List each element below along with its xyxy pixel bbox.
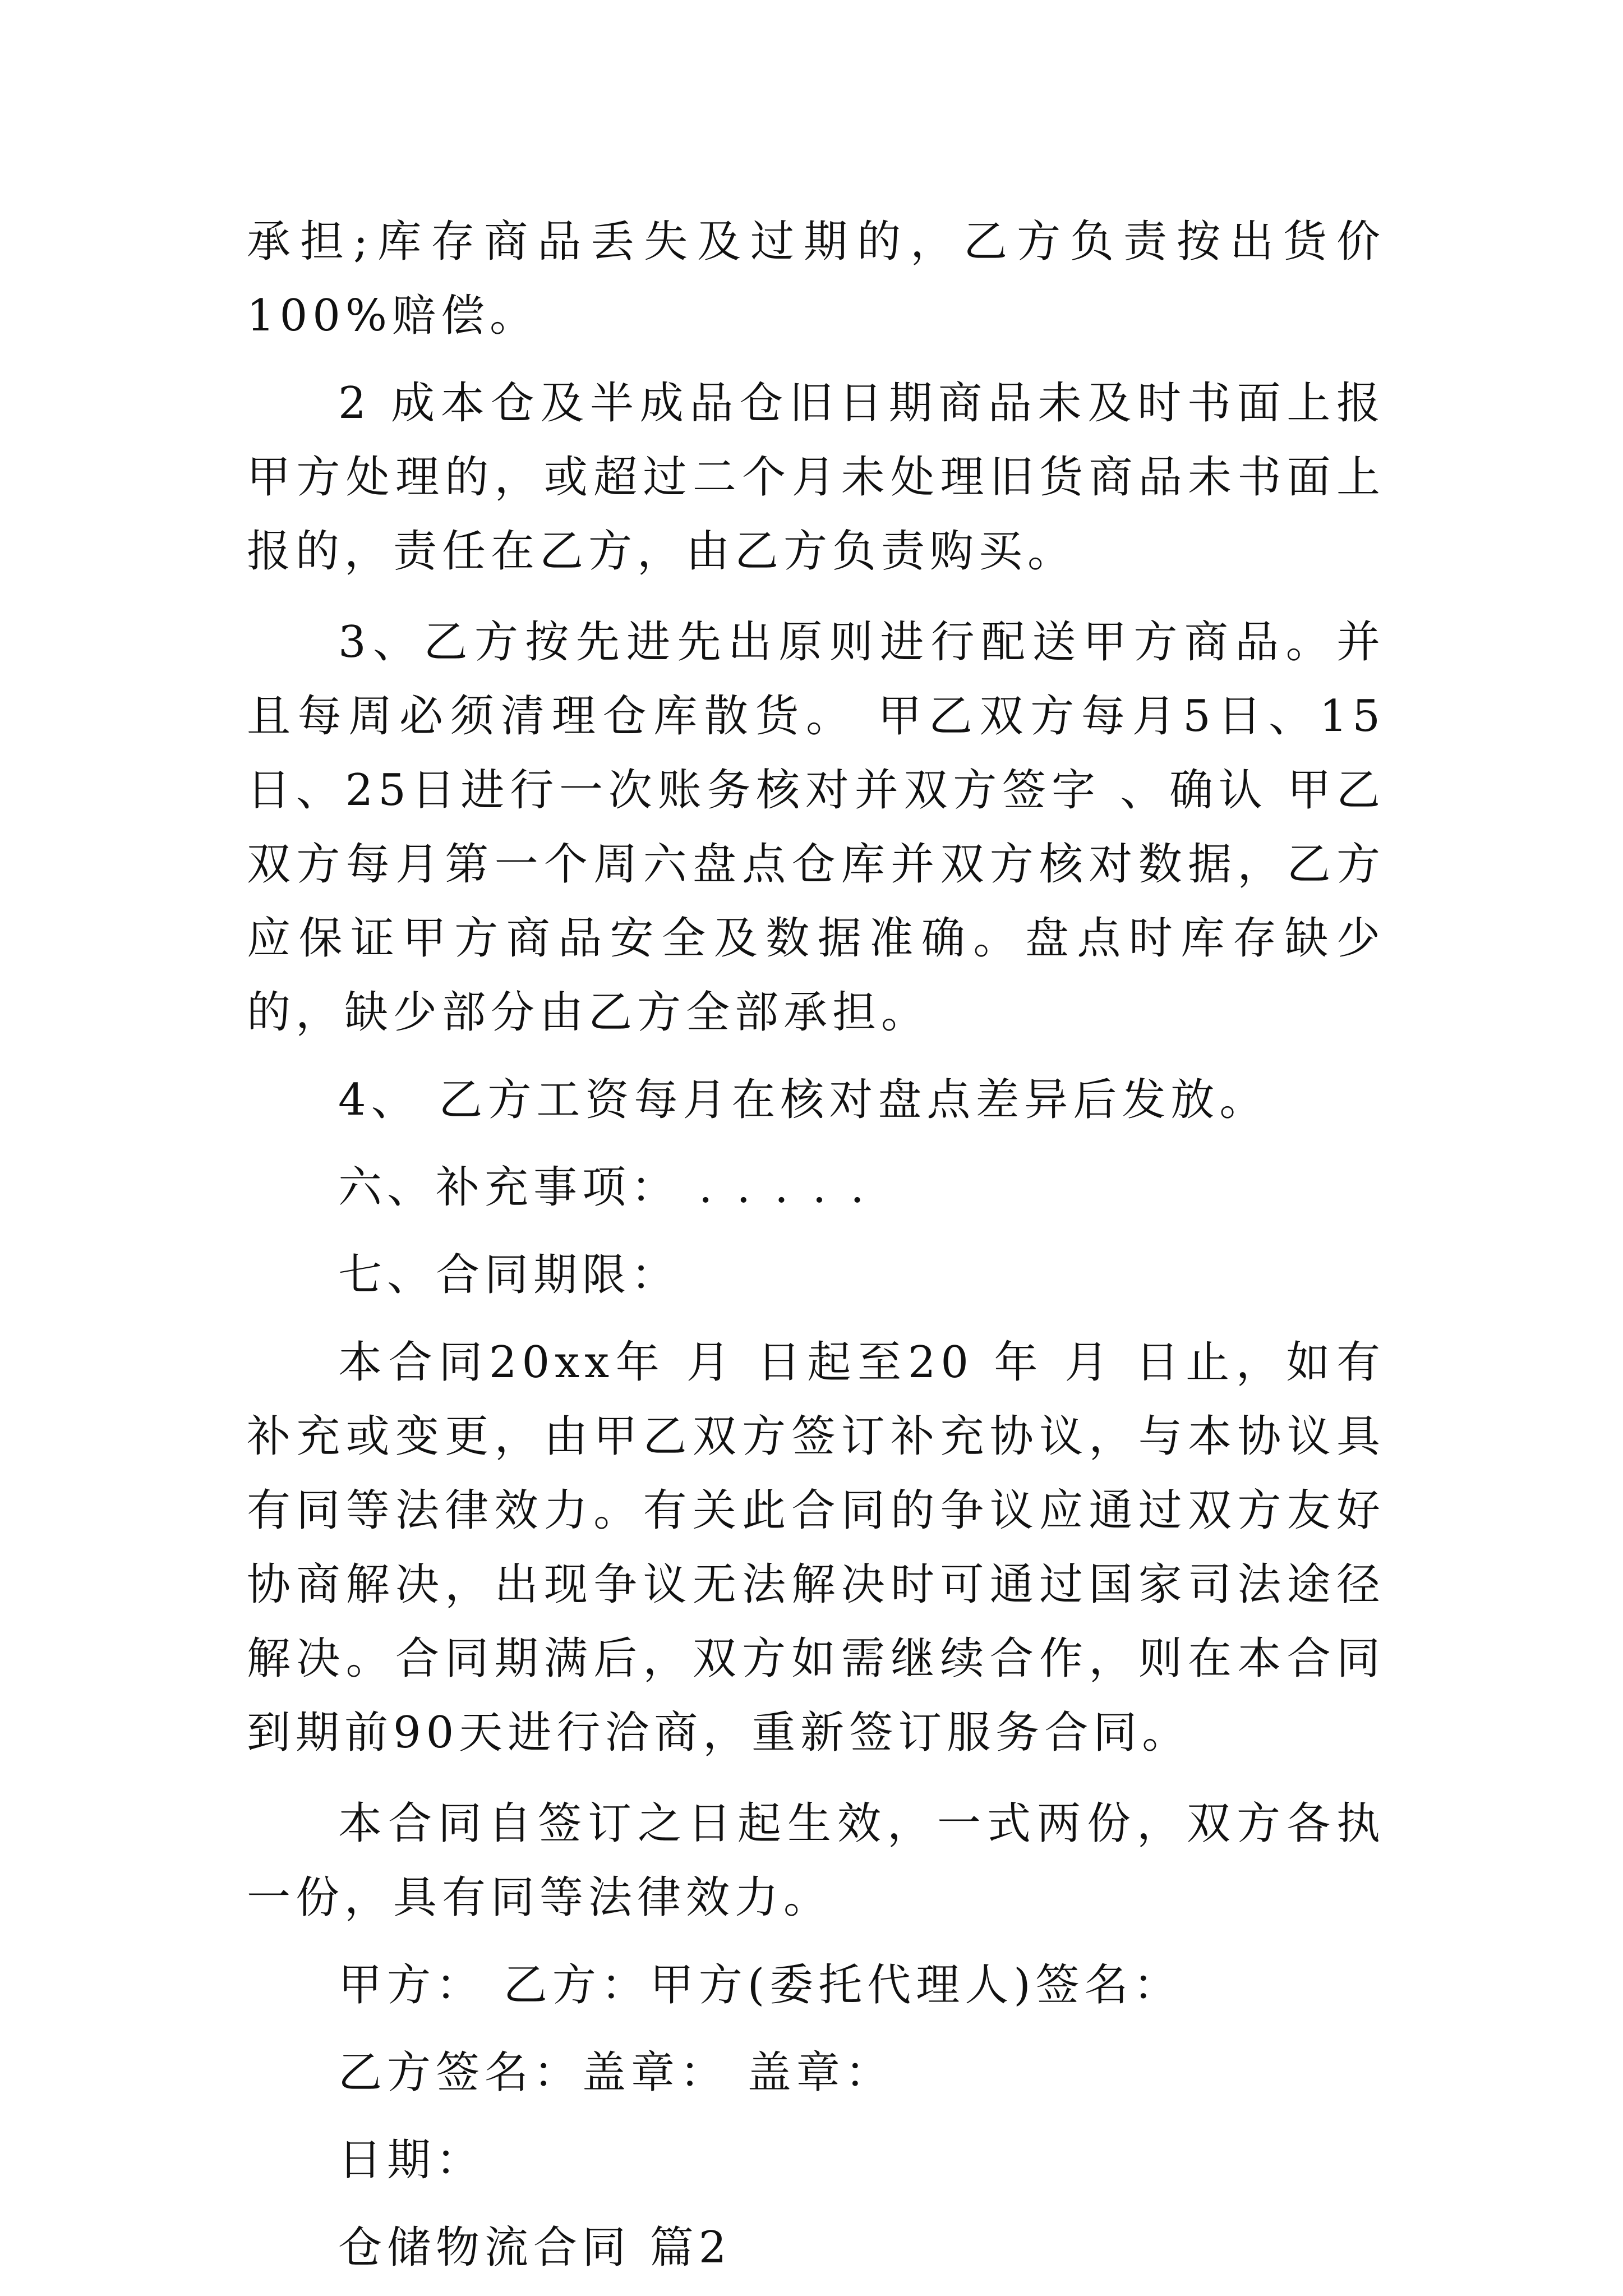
paragraph-9: 甲方： 乙方：甲方(委托代理人)签名： [338, 1960, 1182, 2010]
paragraph-8: 本合同自签订之日起生效，一式两份，双方各执一份，具有同等法律效力。 [247, 1798, 1385, 1923]
paragraph-4: 4、 乙方工资每月在核对盘点差异后发放。 [338, 1075, 1269, 1125]
paragraph-6: 七、合同期限： [338, 1250, 680, 1300]
document-body [247, 205, 1385, 2285]
paragraph-12: 仓储物流合同 篇2 [338, 2223, 732, 2273]
paragraph-7: 本合同20xx年 月 日起至20 年 月 日止，如有补充或变更，由甲乙双方签订补充协议，与本协议具有同等法律效力。有关此合同的争议应通过双方友好协商解决，出现争议无法解决时可通过国家司法途径解决。合同期满后，双方如需继续合作，则在本合同到期前90天进行洽商，重新签订服务合同。 [247, 1337, 1385, 1758]
paragraph-2: 2 成本仓及半成品仓旧日期商品未及时书面上报甲方处理的，或超过二个月未处理旧货商品未书面上报的，责任在乙方，由乙方负责购买。 [247, 378, 1385, 577]
paragraph-10: 乙方签名：盖章： 盖章： [338, 2047, 894, 2098]
paragraph-5: 六、补充事项： . . . . . [338, 1162, 869, 1213]
paragraph-11: 日期： [338, 2135, 485, 2185]
paragraph-3: 3、乙方按先进先出原则进行配送甲方商品。并且每周必须清理仓库散货。 甲乙双方每月5日、15日、25日进行一次账务核对并双方签字 、确认 甲乙双方每月第一个周六盘点仓库并双方核对数据，乙方应保证甲方商品安全及数据准确。盘点时库存缺少的，缺少部分由乙方全部承担。 [247, 617, 1385, 1038]
paragraph-1: 承担;库存商品丢失及过期的，乙方负责按出货价100%赔偿。 [247, 217, 1385, 341]
